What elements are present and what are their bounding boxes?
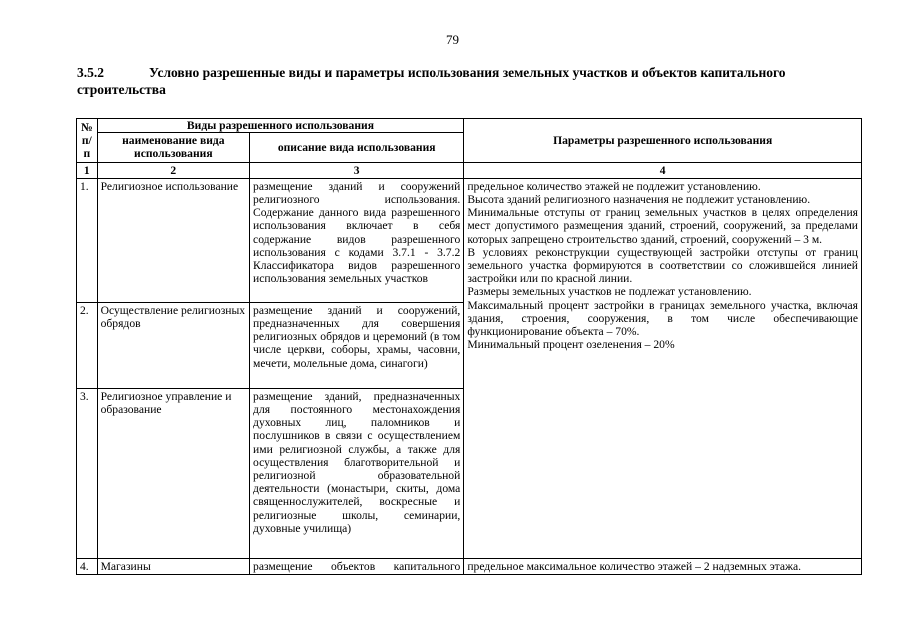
row-num: 4. <box>77 558 98 574</box>
row-num: 1. <box>77 178 98 302</box>
row-params: предельное максимальное количество этажей – 2 надземных этажа. <box>464 558 862 574</box>
row-name: Магазины <box>97 558 249 574</box>
row-name: Осуществление религиозных обрядов <box>97 302 249 388</box>
params-line: Максимальный процент застройки в границах земельного участка, включая здания, строения, сооружения, в том числе обеспечивающие функционирование объекта – 70%. <box>467 298 858 339</box>
row-num: 3. <box>77 388 98 558</box>
header-group: Виды разрешенного использования <box>97 119 464 133</box>
header-params: Параметры разрешенного использования <box>464 119 862 163</box>
header-name: наименование вида использования <box>97 133 249 162</box>
params-line: Минимальный процент озеленения – 20% <box>467 338 675 352</box>
params-cell <box>464 178 862 558</box>
section-heading <box>77 64 867 98</box>
column-numbers-row <box>77 162 862 178</box>
params-line: предельное количество этажей не подлежит установлению. <box>467 179 761 193</box>
row-desc: размещение объектов капитального <box>250 558 464 574</box>
col-number: 1 <box>77 162 98 178</box>
row-name: Религиозное использование <box>97 178 249 302</box>
header-num: № п/п <box>77 119 98 163</box>
table-row <box>77 178 862 302</box>
row-desc: размещение зданий и сооружений, предназначенных для совершения религиозных обрядов и церемоний (в том числе церкви, соборы, храмы, часовни, мечети, молельные дома, синагоги) <box>250 302 464 388</box>
row-name: Религиозное управление и образование <box>97 388 249 558</box>
section-title: Условно разрешенные виды и параметры использования земельных участков и объектов капитального строительства <box>77 65 786 97</box>
header-row-1 <box>77 119 862 133</box>
params-line: В условиях реконструкции существующей застройки отступы от границ земельного участка формируются в соответствии со сложившейся линией застройки или по красной линии. <box>467 245 858 286</box>
row-desc: размещение зданий, предназначенных для постоянного местонахождения духовных лиц, паломников и послушников в связи с осуществлением ими религиозной службы, а также для осуществления благотворительной и религиозной образовательной деятельности (монастыри, скиты, дома священнослужителей, воскресные и религиозные школы, семинарии, духовные училища) <box>250 388 464 558</box>
params-line: Размеры земельных участков не подлежат установлению. <box>467 285 752 299</box>
col-number: 3 <box>250 162 464 178</box>
col-number: 4 <box>464 162 862 178</box>
permitted-use-table <box>76 118 862 575</box>
col-number: 2 <box>97 162 249 178</box>
row-num: 2. <box>77 302 98 388</box>
page-number: 79 <box>446 32 459 47</box>
section-number: 3.5.2 <box>77 65 104 80</box>
header-desc: описание вида использования <box>250 133 464 162</box>
row-desc: размещение зданий и сооружений религиозного использования. Содержание данного вида разрешенного использования включает в себя содержание видов разрешенного использования с кодами 3.7.1 - 3.7.2 Классификатора видов разрешенного использования земельных участков <box>250 178 464 302</box>
params-line: Высота зданий религиозного назначения не подлежит установлению. <box>467 193 811 207</box>
params-line: Минимальные отступы от границ земельных участков в целях определения мест допустимого размещения зданий, строений, сооружений, за пределами которых запрещено строительство зданий, строений, сооружений – 3 м. <box>467 206 858 246</box>
table-row <box>77 558 862 574</box>
